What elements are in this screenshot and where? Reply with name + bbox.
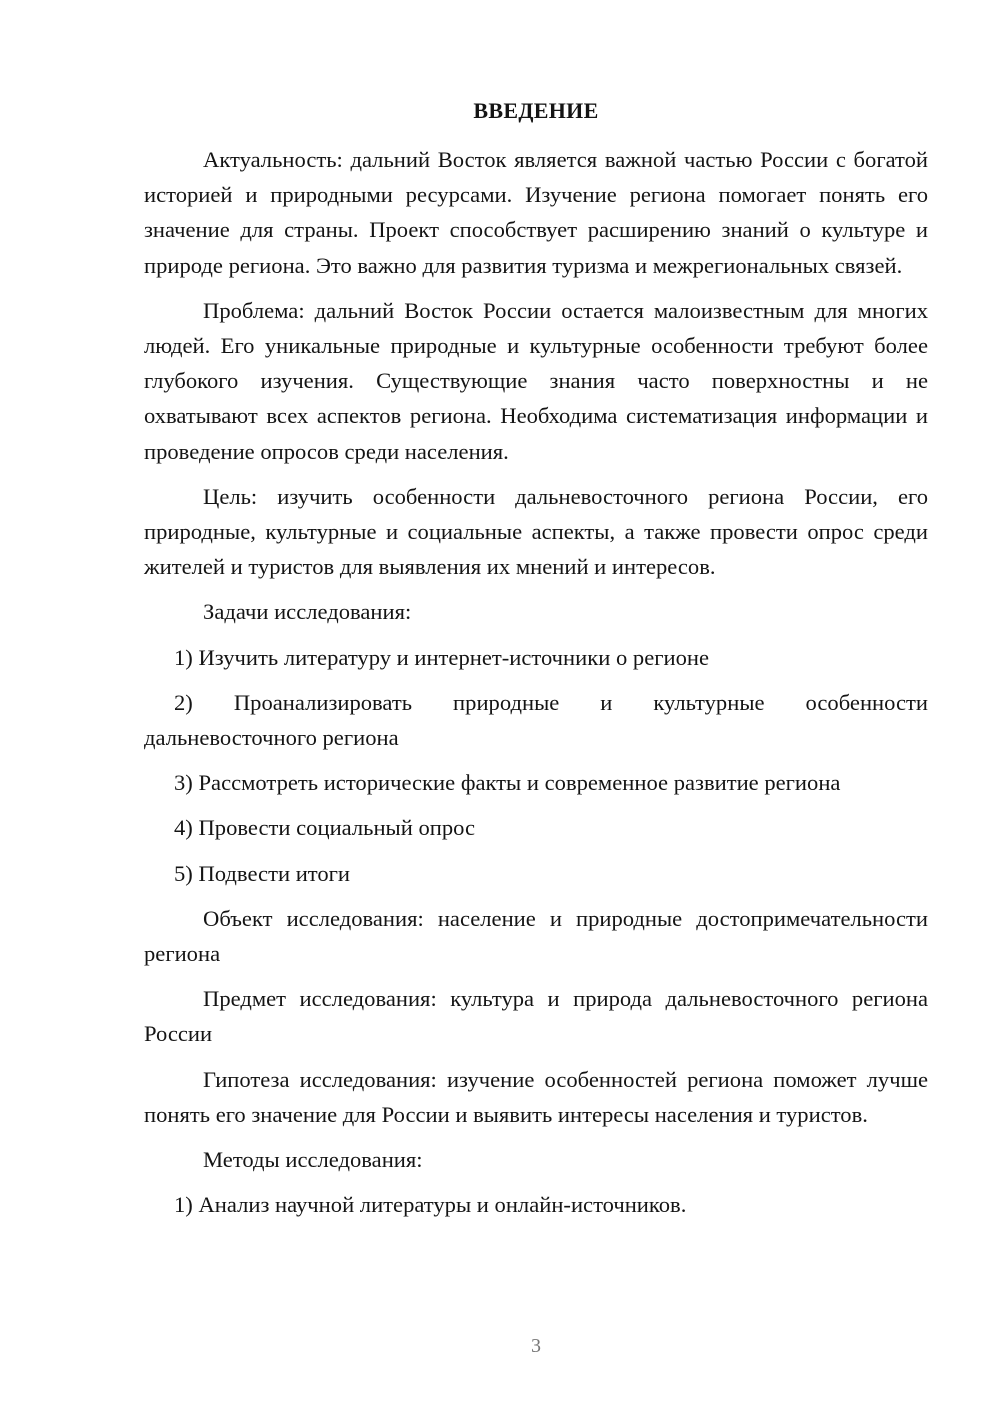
problem-paragraph: Проблема: дальний Восток России остается малоизвестным для многих людей. Его уникальные природные и культурные особенности требуют более глубокого изучения. Существующие знания часто поверхностны и не охватывают всех аспектов региона. Необходима систематизация информации и проведение опросов среди населения. bbox=[144, 297, 928, 464]
task-item-4: 4) Провести социальный опрос bbox=[174, 815, 476, 841]
task-item-2: 2) Проанализировать природные и культурные особенности дальневосточного региона bbox=[144, 689, 928, 751]
task-item-5: 5) Подвести итоги bbox=[174, 860, 351, 886]
methods-heading: Методы исследования: bbox=[203, 1147, 423, 1173]
goal-paragraph: Цель: изучить особенности дальневосточного региона России, его природные, культурные и социальные аспекты, а также провести опрос среди жителей и туристов для выявления их мнений и интересов. bbox=[144, 483, 928, 580]
hypothesis-paragraph: Гипотеза исследования: изучение особенностей региона поможет лучше понять его значение для России и выявить интересы населения и туристов. bbox=[144, 1066, 928, 1127]
document-body bbox=[144, 142, 928, 1232]
section-title: ВВЕДЕНИЕ bbox=[473, 98, 599, 123]
task-item-1: 1) Изучить литературу и интернет-источники о регионе bbox=[174, 644, 709, 670]
method-item-1: 1) Анализ научной литературы и онлайн-источников. bbox=[174, 1192, 687, 1218]
page-number: 3 bbox=[531, 1335, 541, 1357]
subject-paragraph: Предмет исследования: культура и природа дальневосточного региона России bbox=[144, 986, 928, 1047]
tasks-heading: Задачи исследования: bbox=[203, 599, 412, 625]
relevance-paragraph: Актуальность: дальний Восток является важной частью России с богатой историей и природными ресурсами. Изучение региона помогает понять его значение для страны. Проект способствует расширению знаний о культуре и природе региона. Это важно для развития туризма и межрегиональных связей. bbox=[144, 147, 928, 278]
object-paragraph: Объект исследования: население и природные достопримечательности региона bbox=[144, 905, 928, 967]
task-item-3: 3) Рассмотреть исторические факты и современное развитие региона bbox=[174, 770, 841, 796]
